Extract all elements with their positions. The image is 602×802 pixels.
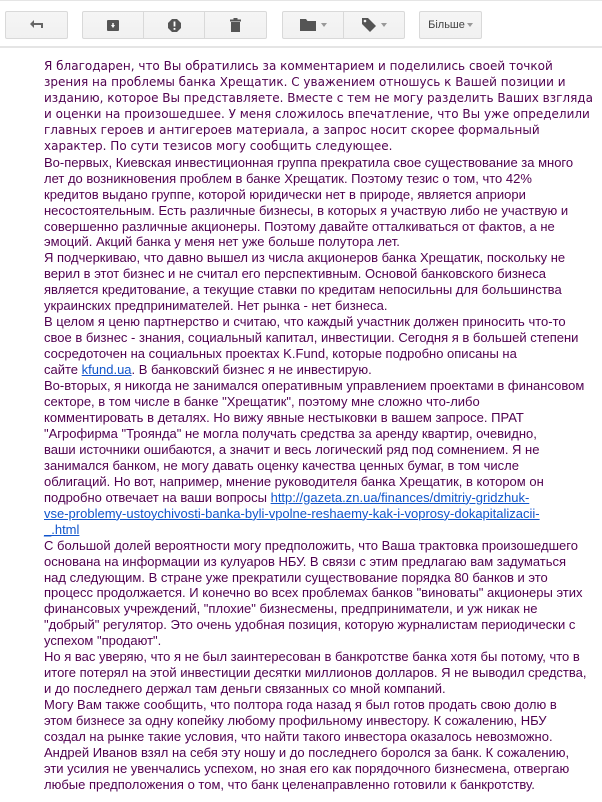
move-to-button[interactable] (282, 11, 344, 39)
message-line (44, 506, 574, 522)
message-text: зрения на проблемы банка Хрещатик. С уважением отношусь к Вашей позиции и (44, 74, 566, 89)
message-text: основана на информации из кулуаров НБУ. В связи с этим предлагаю вам задуматься (44, 553, 567, 569)
message-line (44, 330, 579, 346)
message-line (44, 537, 578, 554)
message-line (44, 554, 574, 570)
message-line (44, 458, 574, 474)
message-text: успехом "продают". (44, 633, 162, 649)
message-text: "добрый" регулятор. Это очень удобная позиция, которую журналистам периодически с (44, 617, 576, 633)
message-text: любые предположения о том, что банк целенаправленно готовили к банкротству. (44, 776, 535, 792)
message-text: кредитов выдано группе, которой юридически нет в природе, является априори (44, 186, 526, 202)
message-text: эмоций. Акций банка у меня нет уже больше полутора лет. (44, 234, 400, 250)
message-line (44, 713, 574, 729)
message-text: Андрей Иванов взял на себя эту ношу и до последнего боролся за банк. К сожалению, (44, 744, 570, 760)
message-text: Я подчеркиваю, что давно вышел из числа акционеров банка Хрещатик, поскольку не (44, 250, 566, 266)
message-line (44, 601, 574, 617)
archive-icon (107, 19, 119, 31)
message-line (44, 585, 583, 601)
message-text: характер. По сути тезисов могу сообщить следующее. (44, 138, 393, 153)
message-line (44, 729, 574, 745)
message-line (44, 617, 574, 633)
labels-button[interactable] (343, 11, 405, 39)
message-text: занимался банком, не могу давать оценку качества ценных бумаг, в том числе (44, 457, 519, 473)
message-link[interactable]: vse-problemy-ustoychivosti-banka-byli-vpolne-reshaemy-kak-i-voprosy-dokapitalizacii- (44, 505, 540, 521)
message-text: . В банковский бизнес я не инвестирую. (131, 362, 372, 378)
folder-icon (300, 19, 316, 31)
message-text: создал на рынке такие условия, что найти такого инвестора оказалось невозможно. (44, 729, 553, 745)
message-line (44, 298, 574, 314)
message-line (44, 250, 574, 266)
message-line (44, 777, 574, 793)
message-line (44, 394, 574, 410)
archive-button[interactable] (82, 11, 144, 39)
message-line (44, 362, 574, 378)
message-line (44, 187, 574, 203)
message-text: изданию, которое Вы представляете. Вместе с тем не могу разделить Ваших взгляда (44, 90, 593, 105)
message-text: итоге потерял на этой инвестиции десятки миллионов долларов. Я не выводил средства, (44, 665, 587, 681)
message-line (44, 649, 580, 665)
message-text: облигаций. Но вот, например, мнение руководителя банка Хрещатик, в котором он (44, 473, 544, 489)
message-text: Но я вас уверяю, что я не был заинтересован в банкротстве банка хотя бы потому, что в (44, 649, 580, 665)
message-text: В целом я ценю партнерство и считаю, что каждый участник должен приносить что-то (44, 314, 566, 330)
label-tag-icon (362, 18, 376, 32)
message-text: является кредитование, а текущие ставки по кредитам непосильны для большинства (44, 282, 562, 298)
message-text: сосредоточен на социальных проектах K.Fund, которые подробно описаны на (44, 346, 517, 362)
message-link[interactable]: _.html (44, 521, 80, 537)
message-text: процесс продолжается. И конечно во всех проблемах банков "виноваты" акционеры этих (44, 585, 583, 601)
message-line (44, 490, 574, 506)
message-text: главных героев и антигероев материала, а запрос носит скорее формальный (44, 122, 540, 137)
message-line (44, 171, 574, 187)
message-text: украинских предпринимателей. Нет рынка - нет бизнеса. (44, 298, 388, 314)
message-text: над следующим. В стране уже прекратили существование порядка 80 банков и это (44, 569, 548, 585)
message-text: комментировать в деталях. Но вижу явные нестыковки в вашем запросе. ПРАТ (44, 409, 524, 425)
message-text: сайте (44, 362, 82, 378)
message-text: "Агрофирма "Троянда" не могла получать средства за аренду квартир, очевидно, (44, 425, 537, 441)
message-line (44, 234, 574, 250)
message-line (44, 761, 574, 777)
message-line (44, 90, 593, 107)
trash-icon (230, 18, 241, 32)
message-line (44, 106, 590, 123)
message-line (44, 633, 574, 649)
message-line (44, 346, 574, 362)
message-body (44, 59, 593, 793)
message-line (44, 203, 574, 219)
chevron-down-icon (321, 23, 327, 27)
message-text: и до последнего держал там деньги связанных со мной компаний. (44, 681, 446, 697)
message-line (44, 219, 574, 235)
report-spam-button[interactable] (143, 11, 205, 39)
message-text: Во-вторых, я никогда не занимался оперативным управлением проектами в финансовом (44, 378, 585, 394)
message-text: этом бизнесе за одну копейку любому профильному инвестору. К сожалению, НБУ (44, 713, 547, 729)
message-line (44, 59, 574, 75)
chevron-down-icon (467, 23, 473, 27)
reply-button[interactable] (5, 11, 68, 39)
message-line (44, 681, 574, 697)
message-line (44, 139, 574, 155)
message-text: несостоятельным. Есть различные бизнесы, в которых я участвую либо не участвую и (44, 202, 569, 218)
message-line (44, 426, 574, 442)
message-line (44, 266, 574, 282)
message-text: совершенно различные акционеры. Поэтому давайте отталкиваться от фактов, а не (44, 218, 555, 234)
chevron-down-icon (381, 23, 387, 27)
message-line (44, 378, 585, 394)
message-line (44, 745, 574, 761)
message-text: свое в бизнес - знания, социальный капитал, инвестиции. Сегодня я в большей степени (44, 330, 579, 346)
message-line (44, 123, 574, 139)
message-line (44, 314, 574, 330)
message-text: подробно отвечает на ваши вопросы (44, 489, 271, 505)
message-line (44, 697, 574, 713)
message-line (44, 282, 574, 298)
message-text: С большой долей вероятности могу предположить, что Ваша трактовка произошедшего (44, 537, 578, 553)
delete-button[interactable] (204, 11, 267, 39)
message-text: финансовых учреждений, "плохие" бизнесмены, предприниматели, и уж никак не (44, 601, 538, 617)
message-text: Я благодарен, что Вы обратились за комментарием и поделились своей точкой (44, 59, 553, 73)
message-line (44, 155, 574, 171)
message-line (44, 474, 574, 490)
message-toolbar (0, 0, 602, 48)
message-line (44, 522, 574, 538)
more-button[interactable] (419, 11, 482, 39)
message-link[interactable]: http://gazeta.zn.ua/finances/dmitriy-gridzhuk- (270, 489, 530, 505)
message-text: верил в этот бизнес и не считал его перспективным. Основой банковского бизнеса (44, 266, 546, 282)
message-line (44, 410, 574, 426)
more-label: Більше (428, 19, 465, 31)
message-line (44, 75, 574, 91)
message-text: и оценки на произошедшее. У меня сложилось впечатление, что Вы уже определили (44, 106, 590, 121)
message-text: лет до возникновения проблем в банке Хрещатик. Поэтому тезис о том, что 42% (44, 170, 532, 186)
message-text: секторе, в том числе в банке "Хрещатик", поэтому мне сложно что-либо (44, 394, 480, 410)
reply-icon (30, 20, 44, 30)
message-text: Могу Вам также сообщить, что полтора года назад я был готов продать свою долю в (44, 697, 557, 713)
message-text: ваши источники ошибаются, а значит и весь логический ряд под сомнением. Я не (44, 441, 540, 457)
message-text: Во-первых, Киевская инвестиционная группа прекратила свое существование за много (44, 154, 574, 170)
report-spam-icon (168, 19, 181, 32)
message-link[interactable]: kfund.ua (81, 362, 132, 378)
message-line (44, 665, 587, 681)
message-text: эти усилия не увенчались успехом, но зная его как порядочного бизнесмена, отвергаю (44, 760, 570, 776)
message-line (44, 570, 574, 586)
message-line (44, 442, 574, 458)
